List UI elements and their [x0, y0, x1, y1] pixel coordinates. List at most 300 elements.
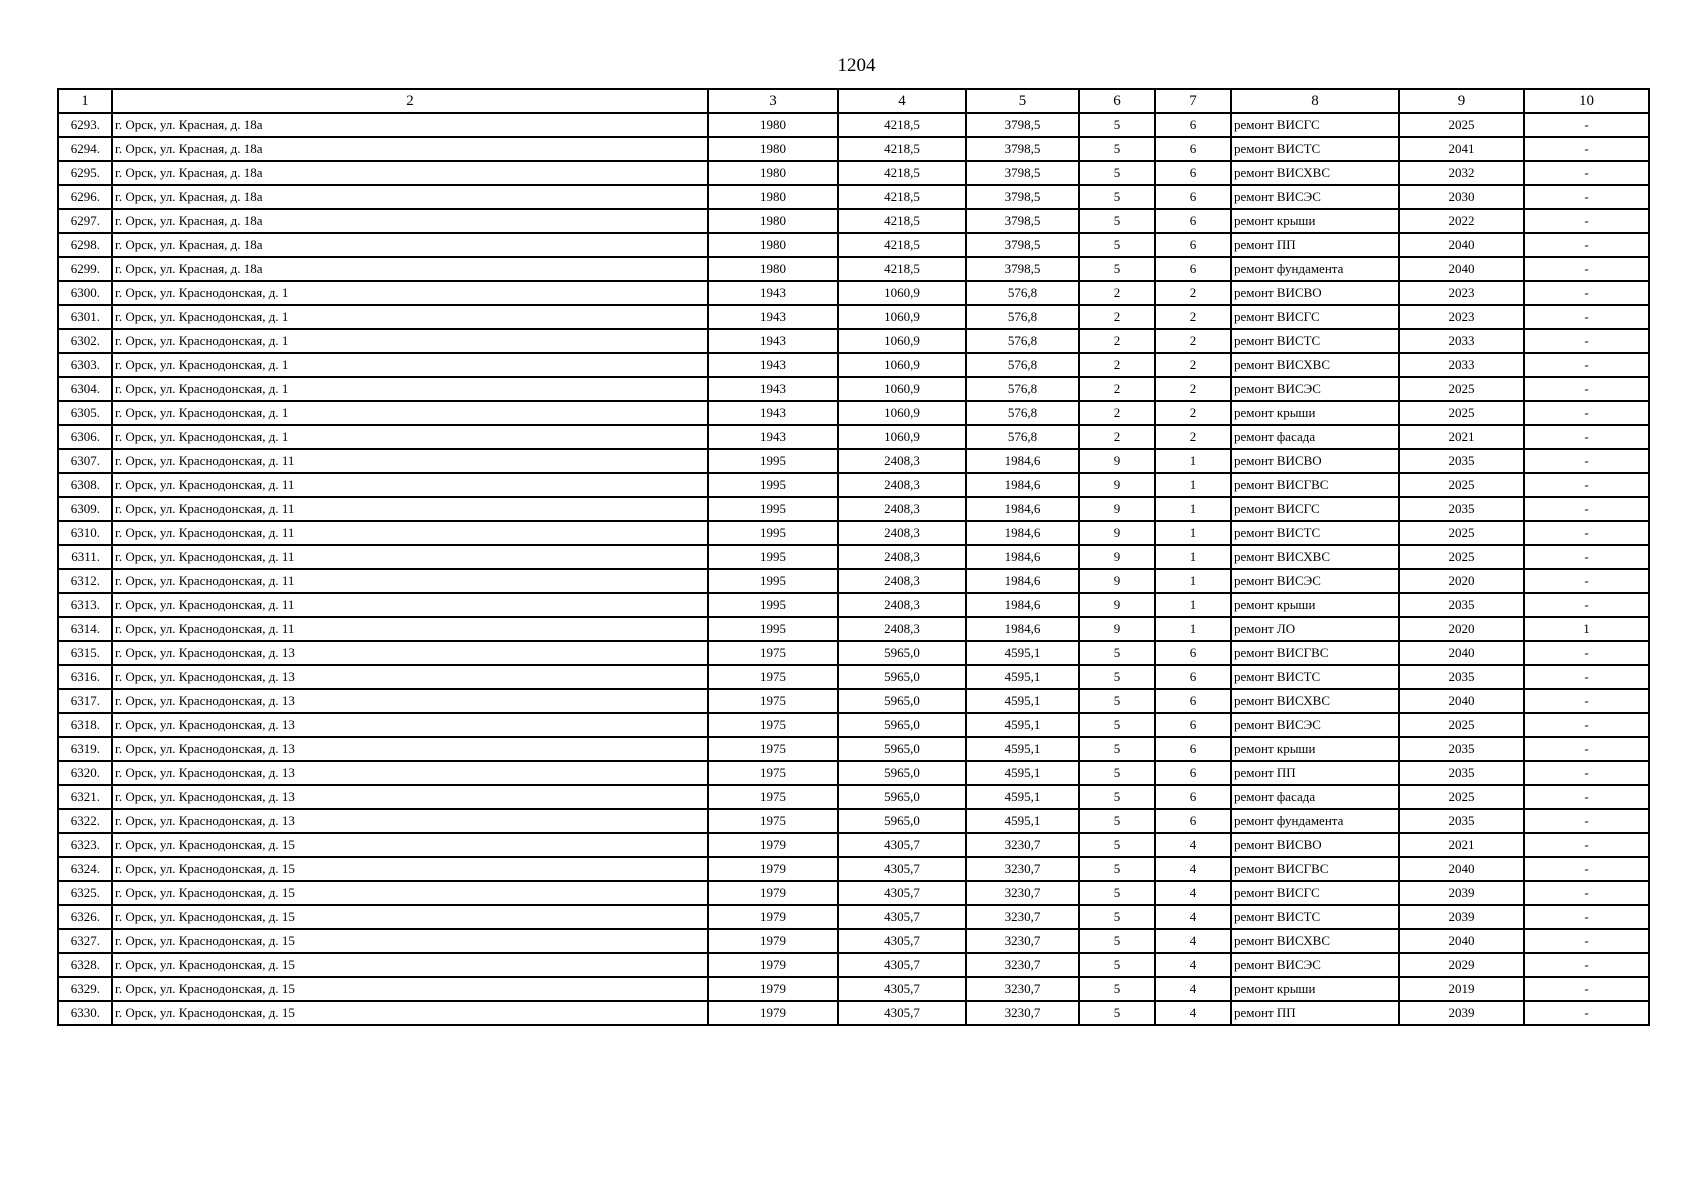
row-number-cell: 6295.	[58, 161, 112, 185]
row-number-cell: 6324.	[58, 857, 112, 881]
total-area-cell: 5965,0	[838, 665, 966, 689]
entrances-cell: 1	[1155, 497, 1231, 521]
address-cell: г. Орск, ул. Краснодонская, д. 15	[112, 881, 708, 905]
work-type-cell: ремонт ВИСГВС	[1231, 641, 1399, 665]
column-header-9: 9	[1399, 89, 1524, 113]
flag-cell: -	[1524, 545, 1649, 569]
year-cell: 1995	[708, 473, 838, 497]
floors-cell: 5	[1079, 665, 1155, 689]
table-row	[58, 977, 1649, 1001]
table-row	[58, 377, 1649, 401]
work-type-cell: ремонт ПП	[1231, 761, 1399, 785]
living-area-cell: 3230,7	[966, 977, 1079, 1001]
entrances-cell: 6	[1155, 713, 1231, 737]
floors-cell: 5	[1079, 1001, 1155, 1025]
address-cell: г. Орск, ул. Красная, д. 18а	[112, 209, 708, 233]
floors-cell: 9	[1079, 545, 1155, 569]
planned-year-cell: 2033	[1399, 353, 1524, 377]
total-area-cell: 1060,9	[838, 425, 966, 449]
work-type-cell: ремонт ВИСХВС	[1231, 545, 1399, 569]
planned-year-cell: 2039	[1399, 905, 1524, 929]
work-type-cell: ремонт ВИСГС	[1231, 881, 1399, 905]
column-header-10: 10	[1524, 89, 1649, 113]
table-row	[58, 881, 1649, 905]
total-area-cell: 4218,5	[838, 137, 966, 161]
year-cell: 1979	[708, 833, 838, 857]
planned-year-cell: 2040	[1399, 257, 1524, 281]
work-type-cell: ремонт крыши	[1231, 977, 1399, 1001]
work-type-cell: ремонт крыши	[1231, 401, 1399, 425]
flag-cell: -	[1524, 185, 1649, 209]
flag-cell: -	[1524, 953, 1649, 977]
table-row	[58, 665, 1649, 689]
address-cell: г. Орск, ул. Краснодонская, д. 1	[112, 329, 708, 353]
address-cell: г. Орск, ул. Краснодонская, д. 1	[112, 305, 708, 329]
entrances-cell: 1	[1155, 521, 1231, 545]
work-type-cell: ремонт фасада	[1231, 425, 1399, 449]
entrances-cell: 2	[1155, 377, 1231, 401]
floors-cell: 2	[1079, 305, 1155, 329]
entrances-cell: 1	[1155, 473, 1231, 497]
work-type-cell: ремонт ВИСТС	[1231, 905, 1399, 929]
work-type-cell: ремонт ЛО	[1231, 617, 1399, 641]
table-row	[58, 905, 1649, 929]
column-header-7: 7	[1155, 89, 1231, 113]
row-number-cell: 6327.	[58, 929, 112, 953]
total-area-cell: 2408,3	[838, 569, 966, 593]
floors-cell: 5	[1079, 113, 1155, 137]
table-row	[58, 713, 1649, 737]
year-cell: 1980	[708, 257, 838, 281]
entrances-cell: 6	[1155, 665, 1231, 689]
address-cell: г. Орск, ул. Краснодонская, д. 13	[112, 737, 708, 761]
total-area-cell: 4305,7	[838, 977, 966, 1001]
row-number-cell: 6304.	[58, 377, 112, 401]
planned-year-cell: 2035	[1399, 737, 1524, 761]
entrances-cell: 6	[1155, 257, 1231, 281]
row-number-cell: 6311.	[58, 545, 112, 569]
living-area-cell: 1984,6	[966, 569, 1079, 593]
planned-year-cell: 2035	[1399, 593, 1524, 617]
living-area-cell: 4595,1	[966, 809, 1079, 833]
work-type-cell: ремонт крыши	[1231, 737, 1399, 761]
work-type-cell: ремонт фундамента	[1231, 809, 1399, 833]
work-type-cell: ремонт ПП	[1231, 1001, 1399, 1025]
row-number-cell: 6318.	[58, 713, 112, 737]
floors-cell: 2	[1079, 425, 1155, 449]
entrances-cell: 6	[1155, 809, 1231, 833]
entrances-cell: 1	[1155, 617, 1231, 641]
address-cell: г. Орск, ул. Красная, д. 18а	[112, 137, 708, 161]
planned-year-cell: 2040	[1399, 641, 1524, 665]
planned-year-cell: 2039	[1399, 881, 1524, 905]
work-type-cell: ремонт ВИСГС	[1231, 113, 1399, 137]
row-number-cell: 6305.	[58, 401, 112, 425]
living-area-cell: 1984,6	[966, 497, 1079, 521]
year-cell: 1995	[708, 497, 838, 521]
floors-cell: 5	[1079, 161, 1155, 185]
floors-cell: 9	[1079, 569, 1155, 593]
floors-cell: 5	[1079, 929, 1155, 953]
flag-cell: -	[1524, 1001, 1649, 1025]
address-cell: г. Орск, ул. Краснодонская, д. 15	[112, 857, 708, 881]
year-cell: 1943	[708, 329, 838, 353]
living-area-cell: 1984,6	[966, 593, 1079, 617]
address-cell: г. Орск, ул. Краснодонская, д. 1	[112, 281, 708, 305]
row-number-cell: 6328.	[58, 953, 112, 977]
entrances-cell: 2	[1155, 425, 1231, 449]
year-cell: 1975	[708, 785, 838, 809]
floors-cell: 9	[1079, 497, 1155, 521]
year-cell: 1995	[708, 449, 838, 473]
flag-cell: -	[1524, 305, 1649, 329]
address-cell: г. Орск, ул. Краснодонская, д. 11	[112, 497, 708, 521]
floors-cell: 5	[1079, 233, 1155, 257]
planned-year-cell: 2022	[1399, 209, 1524, 233]
living-area-cell: 3230,7	[966, 929, 1079, 953]
table-row	[58, 425, 1649, 449]
planned-year-cell: 2035	[1399, 665, 1524, 689]
year-cell: 1943	[708, 281, 838, 305]
total-area-cell: 1060,9	[838, 401, 966, 425]
year-cell: 1995	[708, 593, 838, 617]
address-cell: г. Орск, ул. Краснодонская, д. 13	[112, 665, 708, 689]
row-number-cell: 6325.	[58, 881, 112, 905]
year-cell: 1979	[708, 929, 838, 953]
total-area-cell: 5965,0	[838, 689, 966, 713]
page-number: 1204	[837, 55, 876, 76]
planned-year-cell: 2040	[1399, 857, 1524, 881]
entrances-cell: 4	[1155, 977, 1231, 1001]
total-area-cell: 2408,3	[838, 497, 966, 521]
column-header-2: 2	[112, 89, 708, 113]
flag-cell: -	[1524, 689, 1649, 713]
row-number-cell: 6308.	[58, 473, 112, 497]
entrances-cell: 6	[1155, 785, 1231, 809]
living-area-cell: 3798,5	[966, 161, 1079, 185]
living-area-cell: 576,8	[966, 305, 1079, 329]
address-cell: г. Орск, ул. Краснодонская, д. 15	[112, 1001, 708, 1025]
floors-cell: 2	[1079, 353, 1155, 377]
living-area-cell: 3798,5	[966, 257, 1079, 281]
total-area-cell: 2408,3	[838, 521, 966, 545]
entrances-cell: 6	[1155, 737, 1231, 761]
address-cell: г. Орск, ул. Краснодонская, д. 1	[112, 377, 708, 401]
work-type-cell: ремонт ВИСГС	[1231, 305, 1399, 329]
total-area-cell: 2408,3	[838, 449, 966, 473]
floors-cell: 5	[1079, 785, 1155, 809]
living-area-cell: 576,8	[966, 281, 1079, 305]
work-type-cell: ремонт ВИСХВС	[1231, 353, 1399, 377]
work-type-cell: ремонт крыши	[1231, 209, 1399, 233]
planned-year-cell: 2035	[1399, 809, 1524, 833]
total-area-cell: 4218,5	[838, 257, 966, 281]
address-cell: г. Орск, ул. Красная, д. 18а	[112, 233, 708, 257]
year-cell: 1980	[708, 113, 838, 137]
year-cell: 1975	[708, 665, 838, 689]
floors-cell: 5	[1079, 185, 1155, 209]
total-area-cell: 5965,0	[838, 641, 966, 665]
total-area-cell: 2408,3	[838, 593, 966, 617]
address-cell: г. Орск, ул. Краснодонская, д. 11	[112, 569, 708, 593]
table-row	[58, 473, 1649, 497]
planned-year-cell: 2025	[1399, 713, 1524, 737]
address-cell: г. Орск, ул. Красная, д. 18а	[112, 185, 708, 209]
column-header-1: 1	[58, 89, 112, 113]
total-area-cell: 4305,7	[838, 857, 966, 881]
row-number-cell: 6316.	[58, 665, 112, 689]
entrances-cell: 4	[1155, 833, 1231, 857]
address-cell: г. Орск, ул. Краснодонская, д. 11	[112, 449, 708, 473]
flag-cell: -	[1524, 449, 1649, 473]
year-cell: 1979	[708, 1001, 838, 1025]
work-type-cell: ремонт ВИСЭС	[1231, 377, 1399, 401]
total-area-cell: 5965,0	[838, 809, 966, 833]
planned-year-cell: 2020	[1399, 569, 1524, 593]
year-cell: 1943	[708, 377, 838, 401]
floors-cell: 5	[1079, 689, 1155, 713]
year-cell: 1975	[708, 761, 838, 785]
living-area-cell: 1984,6	[966, 473, 1079, 497]
table-row	[58, 617, 1649, 641]
total-area-cell: 2408,3	[838, 473, 966, 497]
living-area-cell: 576,8	[966, 401, 1079, 425]
work-type-cell: ремонт ВИСТС	[1231, 665, 1399, 689]
address-cell: г. Орск, ул. Краснодонская, д. 11	[112, 473, 708, 497]
floors-cell: 5	[1079, 833, 1155, 857]
total-area-cell: 4305,7	[838, 953, 966, 977]
entrances-cell: 2	[1155, 353, 1231, 377]
planned-year-cell: 2035	[1399, 497, 1524, 521]
year-cell: 1975	[708, 713, 838, 737]
flag-cell: -	[1524, 473, 1649, 497]
table-row	[58, 281, 1649, 305]
column-header-4: 4	[838, 89, 966, 113]
address-cell: г. Орск, ул. Краснодонская, д. 15	[112, 833, 708, 857]
table-row	[58, 113, 1649, 137]
total-area-cell: 2408,3	[838, 617, 966, 641]
row-number-cell: 6330.	[58, 1001, 112, 1025]
living-area-cell: 1984,6	[966, 449, 1079, 473]
address-cell: г. Орск, ул. Красная, д. 18а	[112, 161, 708, 185]
flag-cell: -	[1524, 281, 1649, 305]
work-type-cell: ремонт ВИСХВС	[1231, 689, 1399, 713]
address-cell: г. Орск, ул. Краснодонская, д. 13	[112, 809, 708, 833]
address-cell: г. Орск, ул. Краснодонская, д. 1	[112, 353, 708, 377]
planned-year-cell: 2030	[1399, 185, 1524, 209]
total-area-cell: 4218,5	[838, 161, 966, 185]
flag-cell: -	[1524, 713, 1649, 737]
table-row	[58, 401, 1649, 425]
table-row	[58, 161, 1649, 185]
entrances-cell: 6	[1155, 761, 1231, 785]
entrances-cell: 4	[1155, 1001, 1231, 1025]
entrances-cell: 4	[1155, 881, 1231, 905]
table-row	[58, 641, 1649, 665]
floors-cell: 5	[1079, 809, 1155, 833]
flag-cell: -	[1524, 665, 1649, 689]
planned-year-cell: 2035	[1399, 449, 1524, 473]
living-area-cell: 3798,5	[966, 185, 1079, 209]
floors-cell: 5	[1079, 953, 1155, 977]
row-number-cell: 6303.	[58, 353, 112, 377]
living-area-cell: 1984,6	[966, 521, 1079, 545]
flag-cell: -	[1524, 521, 1649, 545]
work-type-cell: ремонт ВИСГВС	[1231, 473, 1399, 497]
living-area-cell: 3798,5	[966, 137, 1079, 161]
total-area-cell: 5965,0	[838, 785, 966, 809]
flag-cell: -	[1524, 401, 1649, 425]
year-cell: 1980	[708, 137, 838, 161]
table-row	[58, 257, 1649, 281]
flag-cell: -	[1524, 137, 1649, 161]
address-cell: г. Орск, ул. Краснодонская, д. 13	[112, 689, 708, 713]
living-area-cell: 4595,1	[966, 689, 1079, 713]
work-type-cell: ремонт ВИСТС	[1231, 521, 1399, 545]
row-number-cell: 6321.	[58, 785, 112, 809]
row-number-cell: 6296.	[58, 185, 112, 209]
row-number-cell: 6312.	[58, 569, 112, 593]
planned-year-cell: 2025	[1399, 401, 1524, 425]
planned-year-cell: 2020	[1399, 617, 1524, 641]
flag-cell: -	[1524, 161, 1649, 185]
work-type-cell: ремонт ВИСХВС	[1231, 929, 1399, 953]
flag-cell: -	[1524, 209, 1649, 233]
living-area-cell: 4595,1	[966, 713, 1079, 737]
year-cell: 1943	[708, 305, 838, 329]
row-number-cell: 6293.	[58, 113, 112, 137]
address-cell: г. Орск, ул. Краснодонская, д. 15	[112, 953, 708, 977]
entrances-cell: 6	[1155, 209, 1231, 233]
work-type-cell: ремонт ВИСЭС	[1231, 185, 1399, 209]
address-cell: г. Орск, ул. Краснодонская, д. 11	[112, 617, 708, 641]
flag-cell: -	[1524, 425, 1649, 449]
total-area-cell: 4305,7	[838, 881, 966, 905]
living-area-cell: 3798,5	[966, 233, 1079, 257]
row-number-cell: 6298.	[58, 233, 112, 257]
entrances-cell: 6	[1155, 137, 1231, 161]
work-type-cell: ремонт ВИСТС	[1231, 137, 1399, 161]
living-area-cell: 576,8	[966, 329, 1079, 353]
row-number-cell: 6306.	[58, 425, 112, 449]
row-number-cell: 6297.	[58, 209, 112, 233]
row-number-cell: 6322.	[58, 809, 112, 833]
year-cell: 1995	[708, 521, 838, 545]
planned-year-cell: 2041	[1399, 137, 1524, 161]
entrances-cell: 1	[1155, 449, 1231, 473]
total-area-cell: 4218,5	[838, 233, 966, 257]
living-area-cell: 4595,1	[966, 737, 1079, 761]
row-number-cell: 6314.	[58, 617, 112, 641]
year-cell: 1995	[708, 617, 838, 641]
row-number-cell: 6329.	[58, 977, 112, 1001]
floors-cell: 9	[1079, 473, 1155, 497]
address-cell: г. Орск, ул. Краснодонская, д. 11	[112, 521, 708, 545]
table-row	[58, 929, 1649, 953]
work-type-cell: ремонт ВИСГВС	[1231, 857, 1399, 881]
table-row	[58, 593, 1649, 617]
flag-cell: -	[1524, 353, 1649, 377]
flag-cell: -	[1524, 905, 1649, 929]
table-row	[58, 953, 1649, 977]
table-row	[58, 809, 1649, 833]
living-area-cell: 576,8	[966, 377, 1079, 401]
floors-cell: 5	[1079, 641, 1155, 665]
year-cell: 1943	[708, 401, 838, 425]
floors-cell: 2	[1079, 401, 1155, 425]
work-type-cell: ремонт ВИСВО	[1231, 281, 1399, 305]
total-area-cell: 1060,9	[838, 329, 966, 353]
floors-cell: 9	[1079, 593, 1155, 617]
planned-year-cell: 2025	[1399, 545, 1524, 569]
table-row	[58, 305, 1649, 329]
living-area-cell: 1984,6	[966, 545, 1079, 569]
table-row	[58, 185, 1649, 209]
entrances-cell: 1	[1155, 545, 1231, 569]
total-area-cell: 5965,0	[838, 713, 966, 737]
flag-cell: -	[1524, 233, 1649, 257]
address-cell: г. Орск, ул. Краснодонская, д. 1	[112, 401, 708, 425]
entrances-cell: 1	[1155, 593, 1231, 617]
flag-cell: -	[1524, 929, 1649, 953]
work-type-cell: ремонт фундамента	[1231, 257, 1399, 281]
entrances-cell: 6	[1155, 233, 1231, 257]
floors-cell: 5	[1079, 977, 1155, 1001]
living-area-cell: 576,8	[966, 353, 1079, 377]
address-cell: г. Орск, ул. Краснодонская, д. 13	[112, 641, 708, 665]
table-row	[58, 449, 1649, 473]
total-area-cell: 4218,5	[838, 209, 966, 233]
living-area-cell: 3798,5	[966, 209, 1079, 233]
year-cell: 1943	[708, 425, 838, 449]
floors-cell: 2	[1079, 329, 1155, 353]
floors-cell: 2	[1079, 281, 1155, 305]
entrances-cell: 6	[1155, 641, 1231, 665]
entrances-cell: 4	[1155, 905, 1231, 929]
work-type-cell: ремонт ВИСЭС	[1231, 713, 1399, 737]
entrances-cell: 4	[1155, 953, 1231, 977]
row-number-cell: 6326.	[58, 905, 112, 929]
planned-year-cell: 2039	[1399, 1001, 1524, 1025]
year-cell: 1979	[708, 857, 838, 881]
table-row	[58, 329, 1649, 353]
living-area-cell: 3230,7	[966, 857, 1079, 881]
row-number-cell: 6294.	[58, 137, 112, 161]
flag-cell: -	[1524, 833, 1649, 857]
entrances-cell: 1	[1155, 569, 1231, 593]
row-number-cell: 6301.	[58, 305, 112, 329]
entrances-cell: 6	[1155, 161, 1231, 185]
flag-cell: -	[1524, 377, 1649, 401]
table-body	[58, 113, 1649, 1025]
row-number-cell: 6319.	[58, 737, 112, 761]
flag-cell: -	[1524, 737, 1649, 761]
planned-year-cell: 2025	[1399, 113, 1524, 137]
flag-cell: -	[1524, 761, 1649, 785]
entrances-cell: 2	[1155, 329, 1231, 353]
entrances-cell: 4	[1155, 929, 1231, 953]
table-row	[58, 353, 1649, 377]
planned-year-cell: 2033	[1399, 329, 1524, 353]
planned-year-cell: 2040	[1399, 233, 1524, 257]
planned-year-cell: 2023	[1399, 305, 1524, 329]
total-area-cell: 4305,7	[838, 929, 966, 953]
living-area-cell: 3230,7	[966, 1001, 1079, 1025]
total-area-cell: 5965,0	[838, 737, 966, 761]
flag-cell: -	[1524, 977, 1649, 1001]
table-row	[58, 233, 1649, 257]
row-number-cell: 6307.	[58, 449, 112, 473]
